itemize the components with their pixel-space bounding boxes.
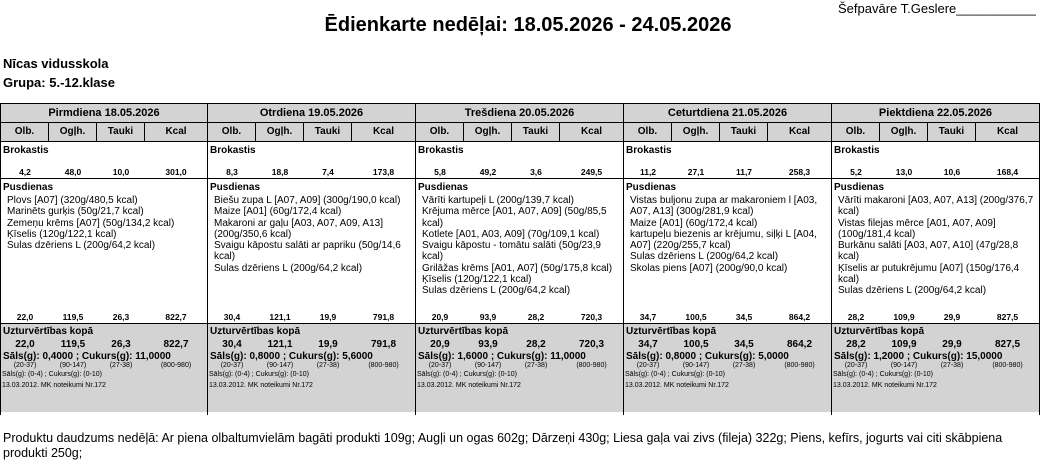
lunch-title: Pusdienas xyxy=(418,182,469,193)
norm-ranges-value: (90-147) xyxy=(59,362,87,369)
lunch-nutrients-value: 121,1 xyxy=(269,312,291,322)
total-nutrients-value: 93,9 xyxy=(478,339,498,350)
column-header: Ogļh. xyxy=(880,123,928,141)
column-header: Tauki xyxy=(304,123,352,141)
menu-item: Ķīselis (120g/122,1 kcal) xyxy=(422,274,532,286)
lunch-items xyxy=(208,193,415,274)
norm-ranges-value: (20-37) xyxy=(13,362,37,369)
day-column xyxy=(208,104,416,415)
regulation-note: 13.03.2012. MK noteikumi Nr.172 xyxy=(625,382,729,389)
lunch-nutrients-value: 822,7 xyxy=(165,312,187,322)
column-header: Kcal xyxy=(165,126,187,137)
breakfast-nutrients-value: 173,8 xyxy=(372,167,395,177)
column-header: Olb. xyxy=(208,123,256,141)
menu-item: Sulas dzēriens L (200g/64,2 kcal) xyxy=(7,240,156,252)
salt-sugar-norm: Sāls(g): (0-4) ; Cukurs(g): (0-10) xyxy=(417,371,517,378)
totals-title: Uzturvērtības kopā xyxy=(834,326,925,337)
breakfast-nutrients-value: 301,0 xyxy=(165,167,187,177)
menu-table xyxy=(0,103,1040,415)
norm-ranges xyxy=(416,362,623,369)
menu-item: Sulas dzēriens L (200g/64,2 kcal) xyxy=(630,251,779,263)
breakfast-section xyxy=(624,142,831,179)
menu-item: Vistas buljonu zupa ar makaroniem l [A03, A07, A13] (300g/281,9 kcal) xyxy=(630,195,818,218)
breakfast-nutrients-value: 27,1 xyxy=(687,167,705,177)
column-header: Tauki xyxy=(928,123,976,141)
day-column xyxy=(416,104,624,415)
day-name: Trešdiena 20.05.2026 xyxy=(416,104,623,123)
column-headers xyxy=(832,123,1039,142)
breakfast-title: Brokastis xyxy=(626,145,672,156)
norm-ranges-value: (90-147) xyxy=(266,362,294,369)
group-label: Grupa: 5.-12.klase xyxy=(3,75,115,90)
total-nutrients xyxy=(416,339,623,350)
lunch-title: Pusdienas xyxy=(834,182,885,193)
breakfast-title: Brokastis xyxy=(210,145,256,156)
lunch-nutrients-value: 34,5 xyxy=(735,312,753,322)
menu-item: Svaigu kāpostu salāti ar papriku (50g/14,6 kcal) xyxy=(214,240,401,263)
norm-ranges-value: (800-980) xyxy=(368,362,399,369)
lunch-nutrients-value: 720,3 xyxy=(580,312,603,322)
menu-item: Maize [A01] (60g/172,4 kcal) xyxy=(630,217,758,229)
page-title: Ēdienkarte nedēļai: 18.05.2026 - 24.05.2026 xyxy=(324,14,732,36)
norm-ranges-value: (27-38) xyxy=(524,362,548,369)
total-nutrients-value: 864,2 xyxy=(786,339,813,350)
breakfast-nutrients-value: 7,4 xyxy=(322,167,334,177)
breakfast-nutrients-value: 168,4 xyxy=(996,167,1019,177)
lunch-title: Pusdienas xyxy=(626,182,677,193)
menu-item: Vistas filejas mērce [A01, A07, A09] (100g/181,4 kcal) xyxy=(838,217,996,240)
breakfast-section xyxy=(832,142,1039,179)
norm-ranges-value: (20-37) xyxy=(844,362,868,369)
total-nutrients-value: 34,5 xyxy=(734,339,754,350)
totals-section xyxy=(416,324,623,412)
salt-sugar: Sāls(g): 0,8000 ; Cukurs(g): 5,6000 xyxy=(210,351,373,362)
totals-title: Uzturvērtības kopā xyxy=(210,326,301,337)
lunch-nutrients-value: 20,9 xyxy=(431,312,449,322)
day-column xyxy=(1,104,208,415)
breakfast-title: Brokastis xyxy=(3,145,49,156)
regulation-note: 13.03.2012. MK noteikumi Nr.172 xyxy=(417,382,521,389)
lunch-nutrients-value: 26,3 xyxy=(112,312,130,322)
totals-section xyxy=(832,324,1039,412)
breakfast-nutrients-value: 249,5 xyxy=(580,167,603,177)
menu-item: kartupeļu biezenis ar krējumu, siļķi L [A04, A07] (220g/255,7 kcal) xyxy=(630,228,817,252)
norm-ranges xyxy=(832,362,1039,369)
norm-ranges-value: (20-37) xyxy=(636,362,660,369)
salt-sugar: Sāls(g): 0,8000 ; Cukurs(g): 5,0000 xyxy=(626,351,789,362)
column-header: Olb. xyxy=(1,123,49,141)
lunch-nutrients-value: 827,5 xyxy=(996,312,1019,322)
lunch-nutrients-value: 22,0 xyxy=(16,312,34,322)
lunch-section xyxy=(832,179,1039,324)
column-header: Olb. xyxy=(832,123,880,141)
column-headers xyxy=(1,123,207,142)
breakfast-section xyxy=(1,142,207,179)
lunch-nutrients-value: 93,9 xyxy=(479,312,497,322)
regulation-note: 13.03.2012. MK noteikumi Nr.172 xyxy=(209,382,313,389)
total-nutrients-value: 28,2 xyxy=(526,339,546,350)
norm-ranges-value: (27-38) xyxy=(732,362,756,369)
total-nutrients xyxy=(1,339,207,350)
menu-item: Grilāžas krēms [A01, A07] (50g/175,8 kcal) xyxy=(422,262,613,274)
total-nutrients-value: 28,2 xyxy=(846,339,866,350)
lunch-nutrients xyxy=(1,312,207,322)
totals-title: Uzturvērtības kopā xyxy=(3,326,94,337)
chef-signature: Šefpavāre T.Geslere___________ xyxy=(838,1,1036,16)
column-header: Tauki xyxy=(512,123,560,141)
norm-ranges xyxy=(208,362,415,369)
totals-section xyxy=(1,324,207,412)
lunch-nutrients-value: 100,5 xyxy=(685,312,707,322)
lunch-nutrients-value: 34,7 xyxy=(639,312,657,322)
norm-ranges-value: (27-38) xyxy=(940,362,964,369)
norm-ranges-value: (800-980) xyxy=(992,362,1023,369)
column-header: Kcal xyxy=(788,126,811,137)
lunch-section xyxy=(208,179,415,324)
menu-item: Sulas dzēriens L (200g/64,2 kcal) xyxy=(422,285,571,297)
norm-ranges-value: (27-38) xyxy=(316,362,340,369)
column-header: Olb. xyxy=(624,123,672,141)
totals-section xyxy=(208,324,415,412)
menu-item: Plovs [A07] (320g/480,5 kcal) xyxy=(7,195,138,206)
norm-ranges-value: (90-147) xyxy=(682,362,710,369)
lunch-nutrients-value: 29,9 xyxy=(943,312,961,322)
breakfast-nutrients xyxy=(624,167,831,177)
lunch-nutrients-value: 28,2 xyxy=(847,312,865,322)
day-name: Piektdiena 22.05.2026 xyxy=(832,104,1039,123)
salt-sugar: Sāls(g): 1,6000 ; Cukurs(g): 11,0000 xyxy=(418,351,586,362)
norm-ranges-value: (27-38) xyxy=(109,362,133,369)
lunch-nutrients-value: 30,4 xyxy=(223,312,241,322)
menu-item: Vārīti makaroni [A03, A07, A13] (200g/376,7 kcal) xyxy=(838,195,1034,218)
menu-item: Krējuma mērce [A01, A07, A09] (50g/85,5 kcal) xyxy=(422,206,607,229)
regulation-note: 13.03.2012. MK noteikumi Nr.172 xyxy=(2,382,106,389)
totals-title: Uzturvērtības kopā xyxy=(626,326,717,337)
menu-item: Marinēts gurķis (50g/21,7 kcal) xyxy=(7,206,144,218)
column-header: Olb. xyxy=(416,123,464,141)
total-nutrients-value: 109,9 xyxy=(891,339,917,350)
total-nutrients-value: 121,1 xyxy=(267,339,293,350)
breakfast-nutrients xyxy=(832,167,1039,177)
totals-section xyxy=(624,324,831,412)
total-nutrients xyxy=(624,339,831,350)
breakfast-nutrients-value: 5,8 xyxy=(434,167,446,177)
day-name: Ceturtdiena 21.05.2026 xyxy=(624,104,831,123)
column-header: Ogļh. xyxy=(464,123,512,141)
menu-item: Kotlete [A01, A03, A09] (70g/109,1 kcal) xyxy=(422,228,600,240)
weekly-product-summary: Produktu daudzums nedēļā: Ar piena olbaltumvielām bagāti produkti 109g; Augļi un ogas 602g; Dārzeņi 430g; Liesa gaļa vai zivs (fileja) 322g; Piens, kefīrs, jogurts vai citi skābpiena produkti 250g; xyxy=(3,431,1003,460)
breakfast-nutrients-value: 13,0 xyxy=(895,167,913,177)
breakfast-nutrients-value: 11,2 xyxy=(639,167,657,177)
lunch-nutrients-value: 119,5 xyxy=(62,312,84,322)
lunch-nutrients-value: 791,8 xyxy=(372,312,395,322)
menu-item: Zemeņu krēms [A07] (50g/134,2 kcal) xyxy=(7,217,175,229)
menu-item: Svaigu kāpostu - tomātu salāti (50g/23,9 kcal) xyxy=(422,240,601,263)
column-header: Tauki xyxy=(720,123,768,141)
lunch-section xyxy=(1,179,207,324)
lunch-nutrients xyxy=(416,312,623,322)
lunch-title: Pusdienas xyxy=(210,182,261,193)
breakfast-nutrients xyxy=(416,167,623,177)
breakfast-title: Brokastis xyxy=(418,145,464,156)
total-nutrients-value: 30,4 xyxy=(222,339,242,350)
lunch-title: Pusdienas xyxy=(3,182,54,193)
menu-item: Ķīselis (120g/122,1 kcal) xyxy=(7,228,117,240)
lunch-nutrients-value: 19,9 xyxy=(319,312,337,322)
lunch-items xyxy=(624,193,831,274)
total-nutrients xyxy=(208,339,415,350)
lunch-nutrients-value: 864,2 xyxy=(788,312,811,322)
lunch-nutrients xyxy=(832,312,1039,322)
total-nutrients-value: 822,7 xyxy=(163,339,189,350)
norm-ranges-value: (20-37) xyxy=(220,362,244,369)
breakfast-title: Brokastis xyxy=(834,145,880,156)
day-name: Otrdiena 19.05.2026 xyxy=(208,104,415,123)
breakfast-nutrients xyxy=(1,167,207,177)
norm-ranges-value: (800-980) xyxy=(160,362,192,369)
menu-item: Ķīselis ar putukrējumu [A07] (150g/176,4 kcal) xyxy=(838,262,1020,286)
total-nutrients-value: 29,9 xyxy=(942,339,962,350)
lunch-nutrients xyxy=(208,312,415,322)
breakfast-nutrients-value: 18,8 xyxy=(271,167,289,177)
menu-item: Skolas piens [A07] (200g/90,0 kcal) xyxy=(630,262,788,274)
total-nutrients-value: 791,8 xyxy=(370,339,397,350)
breakfast-nutrients-value: 49,2 xyxy=(479,167,497,177)
breakfast-nutrients-value: 3,6 xyxy=(530,167,542,177)
menu-item: Sulas dzēriens L (200g/64,2 kcal) xyxy=(214,262,363,274)
menu-item: Burkānu salāti [A03, A07, A10] (47g/28,8 kcal) xyxy=(838,240,1019,263)
school-name: Nīcas vidusskola xyxy=(3,56,109,71)
breakfast-nutrients-value: 4,2 xyxy=(19,167,31,177)
column-headers xyxy=(416,123,623,142)
total-nutrients-value: 19,9 xyxy=(318,339,338,350)
salt-sugar-norm: Sāls(g): (0-4) ; Cukurs(g): (0-10) xyxy=(625,371,725,378)
column-header: Kcal xyxy=(580,126,603,137)
day-column xyxy=(624,104,832,415)
total-nutrients-value: 20,9 xyxy=(430,339,450,350)
lunch-section xyxy=(416,179,623,324)
total-nutrients-value: 100,5 xyxy=(683,339,709,350)
column-header: Ogļh. xyxy=(672,123,720,141)
breakfast-nutrients xyxy=(208,167,415,177)
breakfast-nutrients-value: 48,0 xyxy=(64,167,82,177)
lunch-items xyxy=(416,193,623,297)
lunch-nutrients xyxy=(624,312,831,322)
total-nutrients-value: 34,7 xyxy=(638,339,658,350)
day-column xyxy=(832,104,1040,415)
total-nutrients-value: 22,0 xyxy=(15,339,35,350)
column-headers xyxy=(624,123,831,142)
norm-ranges xyxy=(1,362,207,369)
column-header: Ogļh. xyxy=(49,123,97,141)
norm-ranges-value: (90-147) xyxy=(474,362,502,369)
total-nutrients-value: 119,5 xyxy=(60,339,86,350)
totals-title: Uzturvērtības kopā xyxy=(418,326,509,337)
breakfast-nutrients-value: 10,0 xyxy=(112,167,130,177)
breakfast-nutrients-value: 5,2 xyxy=(850,167,862,177)
column-header: Ogļh. xyxy=(256,123,304,141)
lunch-items xyxy=(1,193,207,251)
breakfast-nutrients-value: 258,3 xyxy=(788,167,811,177)
breakfast-section xyxy=(416,142,623,179)
total-nutrients-value: 26,3 xyxy=(111,339,131,350)
breakfast-nutrients-value: 10,6 xyxy=(943,167,961,177)
norm-ranges-value: (20-37) xyxy=(428,362,452,369)
norm-ranges-value: (800-980) xyxy=(784,362,815,369)
column-header: Kcal xyxy=(372,126,395,137)
total-nutrients xyxy=(832,339,1039,350)
breakfast-section xyxy=(208,142,415,179)
norm-ranges xyxy=(624,362,831,369)
total-nutrients-value: 827,5 xyxy=(994,339,1021,350)
lunch-nutrients-value: 28,2 xyxy=(527,312,545,322)
lunch-section xyxy=(624,179,831,324)
breakfast-nutrients-value: 11,7 xyxy=(735,167,753,177)
salt-sugar-norm: Sāls(g): (0-4) ; Cukurs(g): (0-10) xyxy=(2,371,102,378)
breakfast-nutrients-value: 8,3 xyxy=(226,167,238,177)
total-nutrients-value: 720,3 xyxy=(578,339,605,350)
salt-sugar-norm: Sāls(g): (0-4) ; Cukurs(g): (0-10) xyxy=(833,371,933,378)
lunch-items xyxy=(832,193,1039,297)
column-header: Kcal xyxy=(996,126,1019,137)
column-headers xyxy=(208,123,415,142)
menu-item: Vārīti kartupeļi L (200g/139,7 kcal) xyxy=(422,195,574,206)
salt-sugar: Sāls(g): 0,4000 ; Cukurs(g): 11,0000 xyxy=(3,351,171,362)
regulation-note: 13.03.2012. MK noteikumi Nr.172 xyxy=(833,382,937,389)
norm-ranges-value: (90-147) xyxy=(890,362,918,369)
menu-item: Maize [A01] (60g/172,4 kcal) xyxy=(214,206,342,218)
lunch-nutrients-value: 109,9 xyxy=(893,312,915,322)
salt-sugar-norm: Sāls(g): (0-4) ; Cukurs(g): (0-10) xyxy=(209,371,309,378)
column-header: Tauki xyxy=(97,123,145,141)
salt-sugar: Sāls(g): 1,2000 ; Cukurs(g): 15,0000 xyxy=(834,351,1003,362)
menu-item: Makaroni ar gaļu [A03, A07, A09, A13] (200g/350,6 kcal) xyxy=(214,217,384,240)
day-name: Pirmdiena 18.05.2026 xyxy=(1,104,207,123)
menu-item: Sulas dzēriens L (200g/64,2 kcal) xyxy=(838,285,987,297)
menu-item: Biešu zupa L [A07, A09] (300g/190,0 kcal) xyxy=(214,195,401,206)
norm-ranges-value: (800-980) xyxy=(576,362,607,369)
